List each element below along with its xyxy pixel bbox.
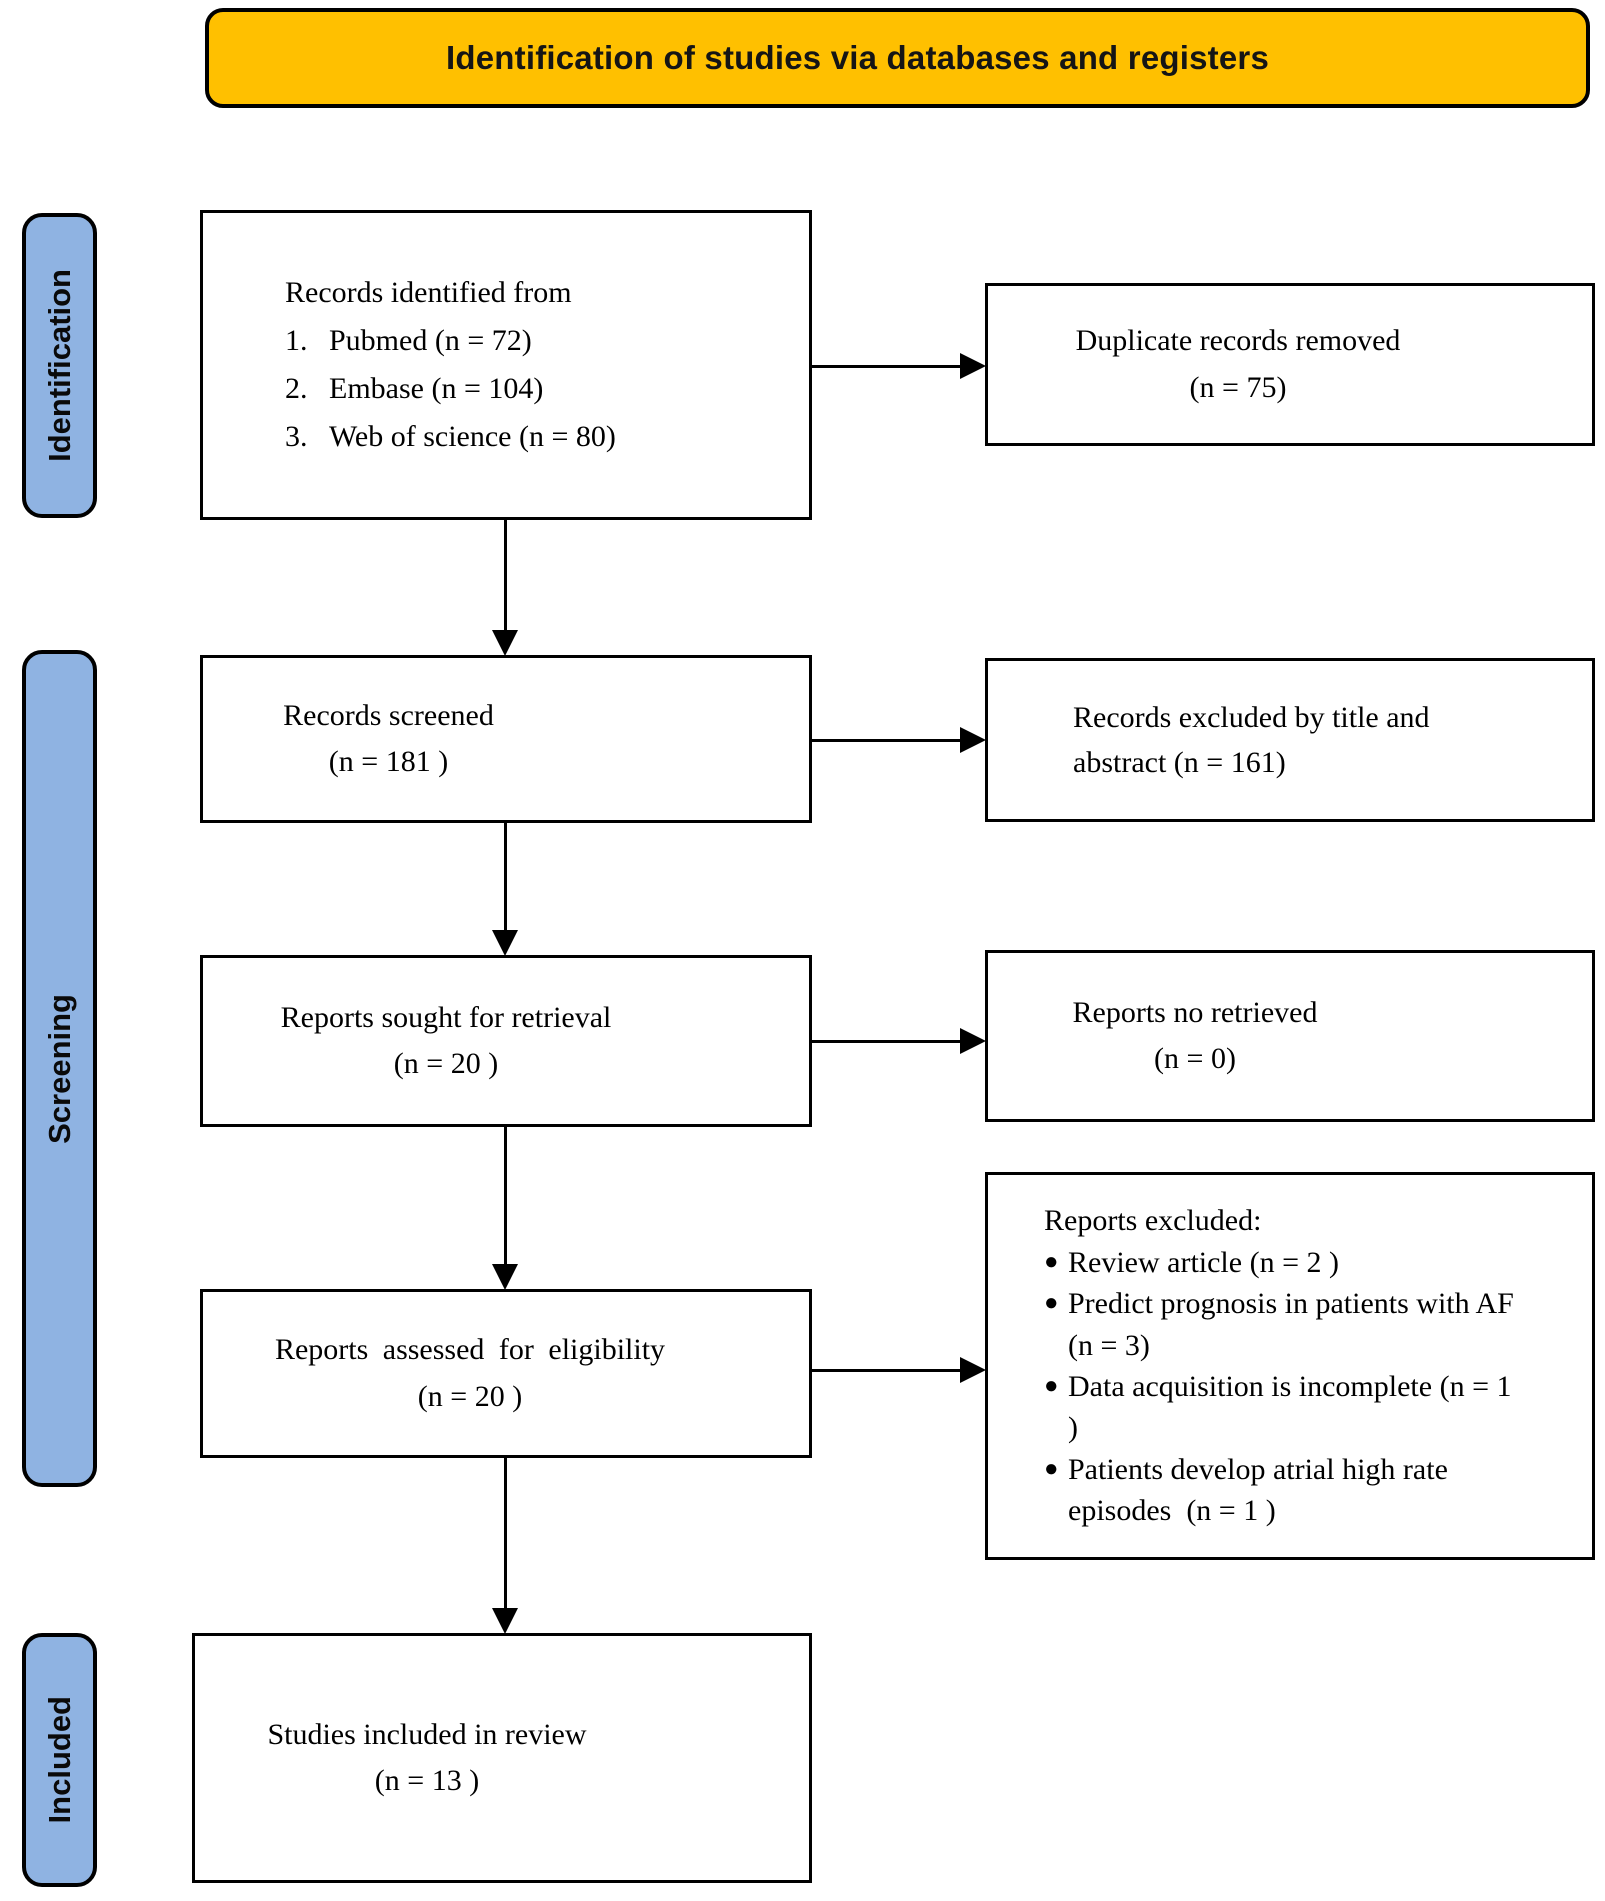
bullet-icon: ● [1044, 1290, 1059, 1317]
box-records-identified [200, 210, 812, 520]
arrow-sought-to-not-retrieved [812, 1040, 962, 1043]
box-records-excluded [985, 658, 1595, 822]
arrowhead-right-icon [960, 1028, 986, 1054]
arrow-identified-to-duplicates [812, 365, 962, 368]
records-screened-line1: Records screened [283, 698, 494, 732]
reports-excluded-item [1044, 1366, 1562, 1449]
box-reports-assessed [200, 1289, 812, 1458]
stage-label-included [22, 1633, 97, 1887]
duplicates-line2: (n = 75) [1189, 370, 1287, 404]
box-reports-sought [200, 955, 812, 1127]
arrowhead-down-icon [492, 930, 518, 956]
reports-excluded-item-text: Patients develop atrial high rate episodes (n = 1 ) [1068, 1452, 1456, 1528]
stage-screening-text: Screening [41, 993, 77, 1144]
list-text: Pubmed (n = 72) [329, 324, 532, 357]
reports-excluded-title: Reports excluded: [1044, 1204, 1262, 1238]
reports-assessed-line1: Reports assessed for eligibility [274, 1333, 666, 1366]
box-reports-excluded [985, 1172, 1595, 1560]
header-title: Identification of studies via databases and registers [446, 39, 1269, 76]
studies-included-line2: (n = 13 ) [374, 1764, 480, 1797]
box-duplicate-records-removed [985, 283, 1595, 446]
reports-excluded-item-text: Data acquisition is incomplete (n = 1 ) [1068, 1370, 1519, 1445]
reports-excluded-item [1044, 1242, 1562, 1283]
reports-assessed-line2: (n = 20 ) [417, 1379, 523, 1413]
records-identified-item [285, 413, 794, 461]
arrowhead-right-icon [960, 1357, 986, 1383]
box-studies-included [192, 1633, 812, 1883]
reports-not-retrieved-line1: Reports no retrieved [1072, 995, 1318, 1029]
reports-excluded-item-text: Predict prognosis in patients with AF (n = 3) [1068, 1287, 1522, 1362]
arrow-screened-to-excluded [812, 739, 962, 742]
reports-excluded-item [1044, 1449, 1562, 1532]
arrow-assessed-to-reports-excluded [812, 1369, 962, 1372]
arrow-assessed-to-included [504, 1458, 507, 1610]
reports-sought-line1: Reports sought for retrieval [280, 1000, 612, 1034]
arrowhead-down-icon [492, 1264, 518, 1290]
arrow-screened-to-sought [504, 823, 507, 932]
stage-label-identification [22, 213, 97, 518]
records-identified-item [285, 365, 794, 413]
arrow-identified-to-screened [504, 520, 507, 632]
arrow-sought-to-assessed [504, 1127, 507, 1266]
list-text: Embase (n = 104) [329, 372, 544, 405]
header-banner [205, 8, 1590, 108]
records-excluded-text: Records excluded by title and abstract (n = 161) [1073, 701, 1430, 779]
reports-sought-line2: (n = 20 ) [393, 1047, 499, 1080]
stage-included-text: Included [41, 1696, 77, 1824]
box-records-screened [200, 655, 812, 823]
list-number: 1. [285, 324, 308, 357]
duplicates-line1: Duplicate records removed [1075, 324, 1401, 357]
bullet-icon: ● [1044, 1373, 1059, 1399]
bullet-icon: ● [1044, 1248, 1059, 1275]
stage-identification-text: Identification [41, 269, 77, 462]
arrowhead-down-icon [492, 1608, 518, 1634]
arrowhead-right-icon [960, 353, 986, 379]
records-screened-line2: (n = 181 ) [328, 745, 449, 778]
reports-excluded-item-text: Review article (n = 2 ) [1068, 1245, 1339, 1279]
arrowhead-right-icon [960, 727, 986, 753]
records-identified-item [285, 317, 794, 365]
list-number: 2. [285, 372, 308, 405]
arrowhead-down-icon [492, 630, 518, 656]
list-number: 3. [285, 420, 308, 453]
list-text: Web of science (n = 80) [329, 420, 616, 453]
bullet-icon: ● [1044, 1455, 1059, 1482]
records-identified-intro: Records identified from [285, 276, 572, 309]
studies-included-line1: Studies included in review [267, 1717, 587, 1751]
reports-excluded-item [1044, 1283, 1562, 1366]
stage-label-screening [22, 650, 97, 1487]
box-reports-not-retrieved [985, 950, 1595, 1122]
reports-not-retrieved-line2: (n = 0) [1154, 1042, 1236, 1075]
